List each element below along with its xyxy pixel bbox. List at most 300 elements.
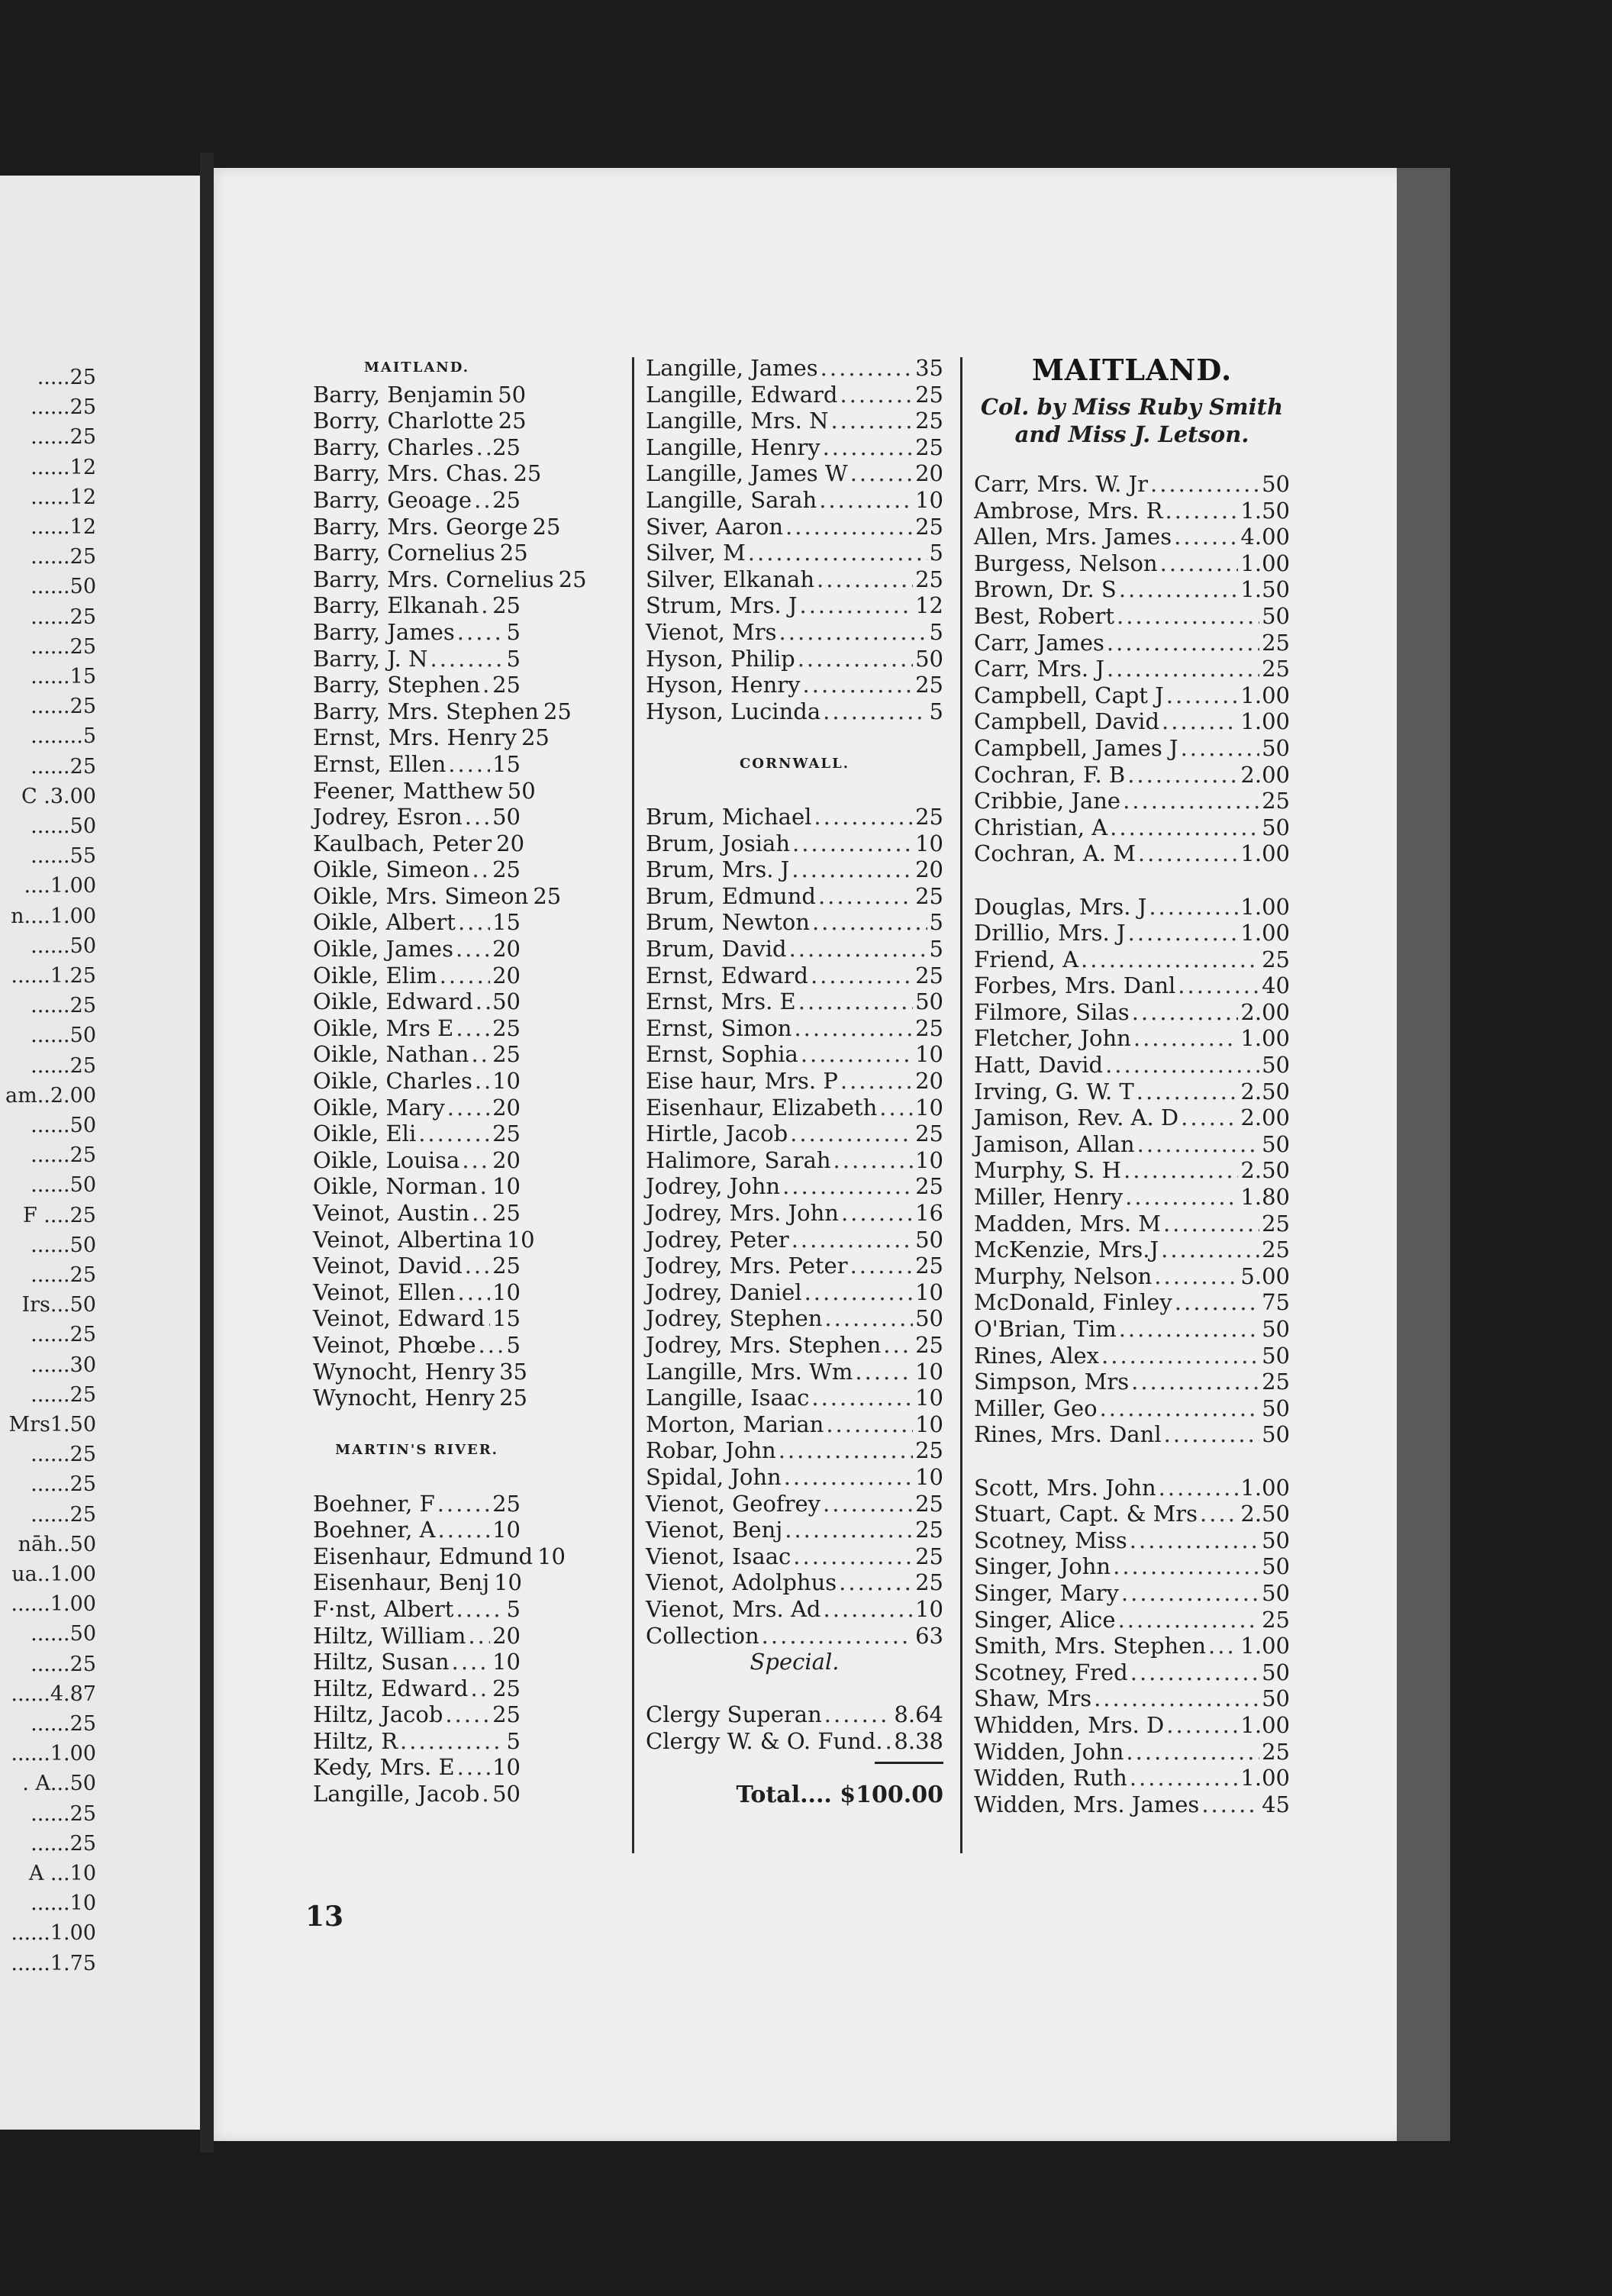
subscriber-name: Eise haur, Mrs. P — [646, 1068, 838, 1095]
dot-leader — [474, 487, 490, 514]
subscriber-entry — [646, 936, 943, 963]
dot-leader — [418, 1121, 490, 1147]
subscriber-name: Vienot, Mrs. Ad — [646, 1595, 821, 1622]
subscriber-entry — [313, 988, 521, 1015]
subscription-amount: 10 — [915, 1358, 943, 1385]
subscriber-name: Hirtle, Jacob — [646, 1121, 788, 1147]
dot-leader — [1127, 762, 1238, 788]
dot-leader — [462, 1147, 490, 1174]
dot-leader — [879, 1095, 913, 1121]
subscriber-name: Singer, John — [974, 1553, 1111, 1580]
left-page-amount: ......50 — [31, 1622, 96, 1646]
dot-leader — [1166, 1712, 1238, 1739]
subscriber-entry — [313, 1754, 521, 1781]
dot-leader — [814, 804, 913, 830]
subscriber-name: Cochran, A. M — [974, 840, 1136, 867]
subscriber-name: Scotney, Miss — [974, 1527, 1127, 1553]
subscriber-name: Barry, Mrs. Chas. — [313, 460, 509, 487]
subscriber-name: Shaw, Mrs — [974, 1685, 1092, 1712]
dot-leader — [785, 514, 913, 540]
subscriber-name: Scott, Mrs. John — [974, 1474, 1156, 1501]
dot-leader — [826, 1411, 913, 1438]
subscription-amount: 10 — [915, 1385, 943, 1411]
subscriber-name: Siver, Aaron — [646, 513, 784, 540]
left-page-amount: Mrs1.50 — [8, 1413, 96, 1437]
subscriber-entry — [313, 672, 521, 698]
subscriber-name: Jodrey, Stephen — [646, 1305, 823, 1332]
dot-leader — [1200, 1501, 1238, 1527]
subscriber-entry — [974, 788, 1290, 814]
subscriber-name: Simpson, Mrs — [974, 1369, 1130, 1395]
subscription-amount: 25 — [492, 592, 521, 619]
left-page-amount: n....1.00 — [11, 904, 96, 928]
subscriber-name: Oikle, Albert — [313, 909, 456, 936]
dot-leader — [823, 1491, 913, 1517]
dot-leader — [823, 698, 927, 725]
subscriber-name: Oikle, Simeon — [313, 856, 470, 883]
subscriber-name: Ambrose, Mrs. R — [974, 497, 1163, 524]
subscription-amount: 1.00 — [1240, 1633, 1290, 1659]
subscription-amount: 1.80 — [1240, 1184, 1290, 1211]
subscriber-name: Kedy, Mrs. E — [313, 1754, 455, 1781]
dot-leader — [1119, 1316, 1259, 1343]
dot-leader — [481, 592, 490, 619]
subscription-amount: 5 — [929, 909, 943, 936]
subscription-amount: 5 — [929, 936, 943, 963]
subscriber-name: Allen, Mrs. James — [974, 524, 1172, 550]
subscriber-name: Wynocht, Henry — [313, 1385, 495, 1411]
subscription-amount: 50 — [492, 804, 521, 830]
subscriber-name: Wynocht, Henry — [313, 1358, 495, 1385]
dot-leader — [476, 988, 490, 1015]
subscriber-entry — [646, 856, 943, 883]
dot-leader — [1154, 1263, 1238, 1290]
subscription-amount: 20 — [915, 856, 943, 883]
subscription-amount: 25 — [915, 434, 943, 460]
subscriber-name: Irving, G. W. T — [974, 1078, 1134, 1104]
subscriber-name: Langille, Sarah — [646, 486, 817, 513]
subscriber-entry — [974, 1475, 1290, 1501]
subscription-amount: 25 — [915, 1437, 943, 1464]
subscriber-entry — [313, 566, 587, 593]
subscriber-name: Brum, Michael — [646, 804, 812, 830]
subscriber-entry — [974, 1712, 1290, 1739]
subscriber-entry — [313, 1253, 521, 1279]
subscription-amount: 25 — [915, 1517, 943, 1543]
column-rule-2 — [960, 357, 962, 1853]
subscription-amount: 25 — [543, 698, 572, 724]
dot-leader — [445, 1701, 490, 1728]
subscriber-entry — [646, 698, 943, 725]
dot-leader — [476, 434, 490, 461]
subscriber-name: Oikle, James — [313, 936, 453, 963]
subscriber-entry — [974, 1685, 1290, 1712]
subscription-amount: 25 — [492, 672, 521, 698]
dot-leader — [1128, 920, 1239, 946]
subscriber-name: Veinot, David — [313, 1253, 463, 1279]
subscriber-entry — [974, 1211, 1290, 1237]
left-page-amount: ......25 — [31, 1053, 96, 1078]
subscription-amount: 10 — [915, 1094, 943, 1121]
left-page-amount: ......55 — [31, 844, 96, 869]
subscription-amount: 5.00 — [1240, 1262, 1290, 1289]
dot-leader — [1161, 1237, 1259, 1263]
subscriber-name: Oikle, Mrs. Simeon — [313, 882, 529, 909]
subscriber-name: Oikle, Nathan — [313, 1041, 469, 1068]
left-page-amount: Irs...50 — [21, 1293, 96, 1317]
dot-leader — [1117, 603, 1259, 630]
subscriber-name: Barry, Benjamin — [313, 381, 494, 408]
dot-leader — [850, 1253, 914, 1279]
subscriber-entry — [974, 603, 1290, 630]
subscriber-entry — [646, 1411, 943, 1438]
subscriber-name: Ernst, Ellen — [313, 750, 447, 777]
dot-leader — [457, 1754, 490, 1781]
subscriber-entry — [646, 408, 943, 434]
dot-leader — [824, 1305, 913, 1332]
page-13 — [214, 168, 1450, 2141]
page-edge-shadow — [1397, 168, 1450, 2141]
subscriber-name: Langille, James — [646, 355, 818, 381]
dot-leader — [1123, 788, 1259, 814]
subscription-amount: 25 — [915, 962, 943, 988]
dot-leader — [790, 1121, 913, 1147]
subscriber-entry — [313, 1279, 521, 1306]
dot-leader — [804, 1279, 914, 1306]
subscriber-name: Barry, Mrs. Cornelius — [313, 566, 554, 592]
subscriber-name: Langille, Mrs. Wm — [646, 1358, 853, 1385]
collector-credit-line-2: and Miss J. Letson. — [1014, 421, 1249, 447]
dot-leader — [841, 1200, 913, 1227]
subscription-amount: 10 — [915, 1146, 943, 1173]
dot-leader — [1107, 630, 1259, 656]
subscription-amount: 5 — [929, 698, 943, 724]
subscription-amount: 50 — [507, 777, 536, 804]
subscription-amount: 5 — [506, 645, 521, 672]
subscriber-entry — [974, 1157, 1290, 1184]
subscriber-entry — [646, 1385, 943, 1411]
martins-river-list — [313, 1490, 566, 1807]
subscriber-entry — [646, 1332, 943, 1359]
dot-leader — [1130, 1527, 1259, 1554]
cornwall-list — [646, 804, 943, 1649]
subscriber-name: Rines, Alex — [974, 1342, 1100, 1369]
subscriber-entry — [646, 1095, 943, 1121]
subscription-amount: 10 — [492, 1068, 521, 1095]
dot-leader — [1133, 1025, 1239, 1052]
dot-leader — [458, 909, 490, 936]
dot-leader — [1165, 498, 1239, 524]
subscription-amount: 20 — [915, 460, 943, 487]
dot-leader — [798, 988, 913, 1015]
subscription-amount: 10 — [494, 1569, 522, 1596]
subscriber-entry — [974, 708, 1290, 735]
subscriber-entry — [974, 1079, 1290, 1105]
subscriber-entry — [974, 1052, 1290, 1079]
subscriber-name: Brum, Josiah — [646, 830, 790, 856]
subscriber-name: Stuart, Capt. & Mrs — [974, 1501, 1198, 1527]
subscriber-name: Whidden, Mrs. D — [974, 1711, 1165, 1738]
special-list — [646, 1701, 943, 1754]
subscription-amount: 5 — [929, 540, 943, 566]
subscriber-entry — [646, 1596, 943, 1623]
subscriber-name: F·nst, Albert — [313, 1595, 454, 1622]
dot-leader — [1174, 524, 1238, 550]
maitland-b-list — [974, 471, 1290, 867]
subscription-amount: 15 — [492, 1305, 521, 1332]
subscriber-name: Fletcher, John — [974, 1025, 1131, 1052]
subscription-amount: 1.00 — [1240, 550, 1290, 576]
subscriber-name: Cochran, F. B — [974, 761, 1126, 788]
dot-leader — [791, 856, 913, 883]
dot-leader — [762, 1623, 913, 1649]
subscriber-entry — [313, 1068, 521, 1095]
dot-leader — [794, 1015, 913, 1042]
subscriber-name: Barry, Cornelius — [313, 540, 495, 566]
subscriber-name: Langille, Mrs. N — [646, 408, 829, 434]
subscription-amount: 25 — [492, 486, 521, 513]
subscription-amount: 10 — [492, 1517, 521, 1543]
subscriber-name: Hiltz, Jacob — [313, 1701, 443, 1728]
subscription-amount: 50 — [915, 1226, 943, 1253]
subscriber-entry — [646, 566, 943, 593]
subscriber-name: Barry, J. N — [313, 645, 428, 672]
subscriber-name: Jodrey, Mrs. Stephen — [646, 1331, 882, 1358]
subscription-amount: 16 — [915, 1200, 943, 1226]
subscriber-entry — [974, 1527, 1290, 1554]
subscriber-entry — [646, 1728, 943, 1755]
dot-leader — [819, 487, 913, 514]
subscriber-entry — [646, 355, 943, 382]
subscriber-entry — [974, 1421, 1290, 1448]
subscriber-name: Boehner, F — [313, 1490, 435, 1517]
dot-leader — [1094, 1685, 1259, 1712]
subscriber-entry — [313, 856, 521, 883]
dot-leader — [1175, 1289, 1259, 1316]
dot-leader — [798, 646, 913, 672]
subscriber-name: Douglas, Mrs. J — [974, 893, 1147, 920]
dot-leader — [782, 1173, 913, 1200]
left-page-amount: ......1.75 — [11, 1951, 96, 1975]
subscriber-entry — [974, 762, 1290, 788]
subscriber-name: Langille, Henry — [646, 434, 821, 460]
dot-leader — [1107, 656, 1259, 682]
subscriber-name: Hiltz, Edward — [313, 1675, 469, 1701]
subscription-amount: 10 — [915, 1279, 943, 1305]
left-page-amount: ......25 — [31, 1382, 96, 1407]
subscriber-entry — [974, 1501, 1290, 1527]
left-page-amount: ......25 — [31, 1472, 96, 1497]
subscriber-name: Halimore, Sarah — [646, 1146, 831, 1173]
subscriber-name: Carr, James — [974, 629, 1104, 656]
dot-leader — [1163, 1211, 1259, 1237]
subscription-amount: 1.00 — [1240, 1765, 1290, 1791]
dot-leader — [1160, 550, 1239, 577]
subscriber-entry — [646, 1517, 943, 1543]
subscriber-name: Langille, Jacob — [313, 1781, 480, 1807]
subscriber-entry — [974, 946, 1290, 973]
subscription-amount: 25 — [1262, 1210, 1290, 1237]
subscriber-name: Ernst, Mrs. E — [646, 988, 796, 1015]
subscriber-entry — [313, 1385, 527, 1411]
dot-leader — [793, 1543, 913, 1570]
subscriber-entry — [974, 972, 1290, 999]
subscriber-name: Veinot, Albertina — [313, 1226, 502, 1253]
subscription-amount: 50 — [1262, 1052, 1290, 1079]
grand-total: Total.... $100.00 — [736, 1782, 943, 1809]
subscriber-entry — [646, 963, 943, 989]
subscriber-entry — [974, 1765, 1290, 1791]
subscriber-entry — [974, 1104, 1290, 1131]
subscriber-entry — [313, 1569, 521, 1596]
subscriber-name: Scotney, Fred — [974, 1659, 1128, 1685]
subscriber-name: Christian, A — [974, 814, 1108, 840]
subscriber-entry — [313, 804, 521, 830]
dot-leader — [1138, 840, 1239, 867]
subscription-amount: 25 — [492, 1200, 521, 1226]
left-page-amount: ......4.87 — [11, 1682, 96, 1706]
subscriber-name: Vienot, Mrs — [646, 618, 777, 645]
subscription-amount: 25 — [498, 408, 527, 434]
left-page-amount: ......25 — [31, 1712, 96, 1736]
subscriber-name: Hyson, Lucinda — [646, 698, 821, 724]
dot-leader — [791, 1227, 913, 1253]
subscription-amount: 1.00 — [1240, 893, 1290, 920]
subscriber-name: Ernst, Mrs. Henry — [313, 724, 517, 751]
subscriber-name: Collection — [646, 1622, 759, 1649]
subscriber-name: Strum, Mrs. J — [646, 592, 798, 619]
collector-credit — [974, 393, 1290, 448]
left-page-amount: ......10 — [31, 1891, 96, 1916]
subscriber-name: Veinot, Ellen — [313, 1279, 456, 1305]
dot-leader — [482, 1781, 490, 1807]
subscriber-entry — [646, 1173, 943, 1200]
subscriber-entry — [313, 1200, 521, 1227]
subscriber-entry — [646, 1464, 943, 1491]
subscriber-name: Morton, Marian — [646, 1411, 824, 1437]
subscription-amount: 25 — [915, 408, 943, 434]
dot-leader — [779, 619, 927, 646]
section-heading-cornwall: CORNWALL. — [739, 755, 850, 772]
subscriber-name: Murphy, S. H — [974, 1157, 1122, 1184]
subscriber-entry — [974, 1131, 1290, 1158]
subscriber-entry — [313, 1596, 521, 1623]
subscription-amount: 25 — [915, 1121, 943, 1147]
dot-leader — [456, 936, 490, 963]
subscriber-entry — [313, 1649, 521, 1675]
dot-leader — [1164, 1421, 1259, 1448]
dot-leader — [447, 1095, 490, 1121]
dot-leader — [465, 804, 490, 830]
dot-leader — [472, 856, 490, 883]
subscriber-name: Hyson, Henry — [646, 672, 801, 698]
left-page-amount: ......25 — [31, 994, 96, 1018]
left-page-amount: ......25 — [31, 1443, 96, 1467]
dot-leader — [1137, 1131, 1259, 1158]
dot-leader — [833, 1147, 914, 1174]
dot-leader — [1101, 1343, 1259, 1369]
subscription-amount: 1.50 — [1240, 576, 1290, 603]
subscriber-entry — [646, 1623, 943, 1649]
left-page-amount: ......1.00 — [11, 1742, 96, 1766]
subscriber-entry — [974, 999, 1290, 1026]
subscriber-name: Jodrey, Mrs. John — [646, 1200, 839, 1226]
left-page-amount: .....25 — [37, 366, 96, 389]
total-rule — [875, 1762, 943, 1782]
subscription-amount: 25 — [492, 1041, 521, 1068]
subscriber-entry — [974, 630, 1290, 656]
dot-leader — [801, 1041, 913, 1068]
subscription-amount: 8.38 — [894, 1727, 943, 1754]
left-page-amount: ......25 — [31, 1652, 96, 1676]
subscriber-entry — [313, 1041, 521, 1068]
left-page-amount: ......50 — [31, 1233, 96, 1257]
subscriber-entry — [646, 487, 943, 514]
dot-leader — [812, 909, 927, 936]
left-page-amount: ......15 — [31, 665, 96, 688]
subscriber-entry — [646, 1279, 943, 1306]
dot-leader — [784, 1464, 913, 1491]
subscription-amount: 25 — [915, 1014, 943, 1041]
subscriber-name: Oikle, Louisa — [313, 1146, 460, 1173]
subscriber-entry — [646, 1121, 943, 1147]
subscriber-name: Barry, Geoage — [313, 486, 472, 513]
subscriber-entry — [313, 1623, 521, 1649]
subscriber-entry — [646, 1147, 943, 1174]
subscriber-name: Vienot, Benj — [646, 1517, 783, 1543]
subscription-amount: 25 — [492, 1253, 521, 1279]
subscriber-name: Miller, Henry — [974, 1184, 1124, 1211]
subscriber-name: Widden, Mrs. James — [974, 1791, 1200, 1817]
column-rule-1 — [632, 357, 634, 1853]
left-page-amount: ........5 — [31, 724, 96, 749]
subscriber-name: Hatt, David — [974, 1052, 1104, 1079]
subscription-amount: 10 — [492, 1754, 521, 1781]
subscriber-entry — [313, 1491, 521, 1517]
subscriber-name: Langille, Edward — [646, 381, 838, 408]
subscription-amount: 10 — [492, 1649, 521, 1675]
subscriber-name: Campbell, David — [974, 708, 1160, 735]
subscription-amount: 10 — [915, 1041, 943, 1068]
dot-leader — [883, 1332, 913, 1359]
subscriber-name: Jamison, Allan — [974, 1130, 1135, 1157]
dot-leader — [1130, 1765, 1239, 1791]
subscriber-name: Eisenhaur, Benj — [313, 1569, 490, 1596]
subscription-amount: 10 — [915, 486, 943, 513]
left-page-amount: ......1.00 — [11, 1921, 96, 1946]
dot-leader — [811, 1385, 913, 1411]
subscriber-entry — [313, 698, 572, 725]
subscription-amount: 20 — [492, 1094, 521, 1121]
subscription-amount: 1.00 — [1240, 708, 1290, 735]
dot-leader — [811, 963, 913, 989]
subscription-amount: 50 — [1262, 734, 1290, 761]
subscriber-name: Forbes, Mrs. Danl — [974, 972, 1176, 999]
subscription-amount: 25 — [492, 856, 521, 883]
maitland-continued-list — [646, 355, 943, 724]
dot-leader — [448, 751, 490, 778]
left-page-amount: ......25 — [31, 425, 96, 450]
subscriber-entry — [313, 1147, 521, 1174]
subscriber-name: Campbell, James J — [974, 734, 1178, 761]
subscriber-entry — [313, 751, 521, 778]
subscription-amount: 25 — [1262, 1606, 1290, 1633]
left-page-amount: ......25 — [31, 1502, 96, 1527]
subscriber-entry — [974, 735, 1290, 762]
dot-leader — [480, 1173, 490, 1200]
subscriber-name: Langille, Isaac — [646, 1385, 810, 1411]
subscriber-name: Singer, Alice — [974, 1606, 1116, 1633]
